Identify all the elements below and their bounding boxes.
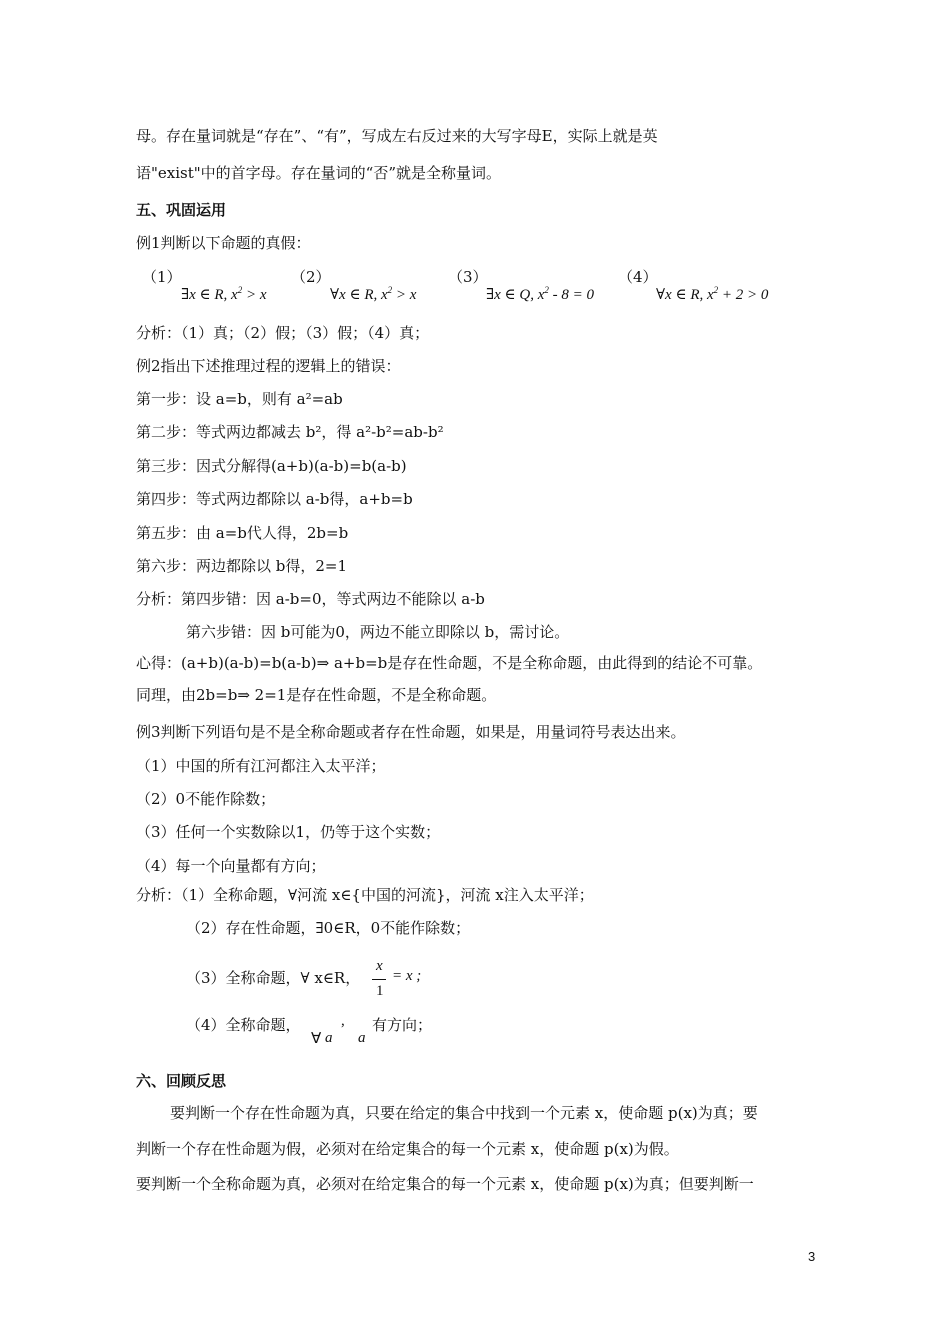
example1-item-2-expr: ∀x ∈ R, $x^2 > x$ (330, 285, 417, 303)
example2-same: 同理，由2b=b⇒ 2=1是存在性命题，不是全称命题。 (136, 686, 497, 704)
example2-step-2: 第二步：等式两边都减去 b²，得 a²-b²=ab-b² (136, 423, 444, 441)
example2-step-3: 第三步：因式分解得(a+b)(a-b)=b(a-b) (136, 457, 407, 475)
example1-item-1-label: （1） (142, 268, 182, 286)
example3-item-3: （3）任何一个实数除以1，仍等于这个实数； (136, 823, 441, 841)
example1-item-4-label: （4） (618, 268, 658, 286)
comma-separator: , (341, 1013, 345, 1029)
example3-item-4: （4）每一个向量都有方向； (136, 857, 326, 875)
example1-title: 例1判断以下命题的真假： (136, 234, 311, 252)
example3-analysis-3: （3）全称命题，∀ x∈R， (186, 969, 361, 987)
example1-analysis: 分析：（1）真；（2）假；（3）假；（4）真； (136, 324, 430, 342)
example1-item-3-label: （3） (448, 268, 488, 286)
example2-title: 例2指出下述推理过程的逻辑上的错误： (136, 357, 401, 375)
example2-step-6: 第六步：两边都除以 b得，2=1 (136, 557, 348, 575)
example3-item-2: （2）0不能作除数； (136, 790, 276, 808)
vector-a-2: a (358, 1030, 366, 1046)
section6-line-1: 要判断一个存在性命题为真，只要在给定的集合中找到一个元素 x，使命题 p(x)为真；要 (170, 1104, 758, 1122)
vector-a-1: a (325, 1030, 333, 1046)
example2-step-4: 第四步：等式两边都除以 a-b得，a+b=b (136, 490, 413, 508)
intro-line-2: 语"exist"中的首字母。存在量词的“否”就是全称量词。 (136, 164, 501, 182)
has-direction-text: 有方向； (372, 1016, 433, 1034)
section6-heading: 六、回顾反思 (136, 1072, 227, 1090)
example3-analysis-1: 分析：（1）全称命题，∀河流 x∈{中国的河流}，河流 x注入太平洋； (136, 886, 594, 904)
example3-analysis-4: （4）全称命题， (186, 1016, 301, 1034)
section6-line-2: 判断一个存在性命题为假，必须对在给定集合的每一个元素 x，使命题 p(x)为假。 (136, 1140, 679, 1158)
page-number: 3 (808, 1249, 816, 1264)
example2-insight: 心得：(a+b)(a-b)=b(a-b)⇒ a+b=b是存在性命题，不是全称命题，由此得到的结论不可靠。 (136, 654, 763, 672)
example1-item-4-expr: ∀x ∈ R, $x^2 + 2 > 0$ (656, 285, 769, 303)
example3-analysis-2: （2）存在性命题，∃0∈R，0不能作除数； (186, 919, 471, 937)
section6-line-3: 要判断一个全称命题为真，必须对在给定集合的每一个元素 x，使命题 p(x)为真；但要判断一 (136, 1175, 754, 1193)
forall-symbol: ∀ (311, 1031, 322, 1047)
section5-heading: 五、巩固运用 (136, 201, 227, 219)
example2-step-5: 第五步：由 a=b代人得，2b=b (136, 524, 349, 542)
fraction-result: = x ; (392, 968, 422, 984)
example2-analysis-2: 第六步错：因 b可能为0，两边不能立即除以 b，需讨论。 (186, 623, 570, 641)
example3-item-1: （1）中国的所有江河都注入太平洋； (136, 757, 386, 775)
example2-step-1: 第一步：设 a=b，则有 a²=ab (136, 390, 343, 408)
example3-title: 例3判断下列语句是不是全称命题或者存在性命题，如果是，用量词符号表达出来。 (136, 723, 686, 741)
fraction-bar (372, 979, 386, 980)
fraction-denominator: 1 (376, 983, 384, 999)
fraction-numerator: x (376, 958, 383, 974)
example1-item-1-expr: ∃x ∈ R, $x^2 > x$ (181, 285, 267, 303)
example1-item-2-label: （2） (291, 268, 331, 286)
example1-item-3-expr: ∃x ∈ Q, $x^2 - 8 = 0$ (486, 285, 595, 303)
intro-line-1: 母。存在量词就是“存在”、“有”，写成左右反过来的大写字母E，实际上就是英 (136, 127, 658, 145)
example2-analysis-1: 分析：第四步错：因 a-b=0，等式两边不能除以 a-b (136, 590, 485, 608)
